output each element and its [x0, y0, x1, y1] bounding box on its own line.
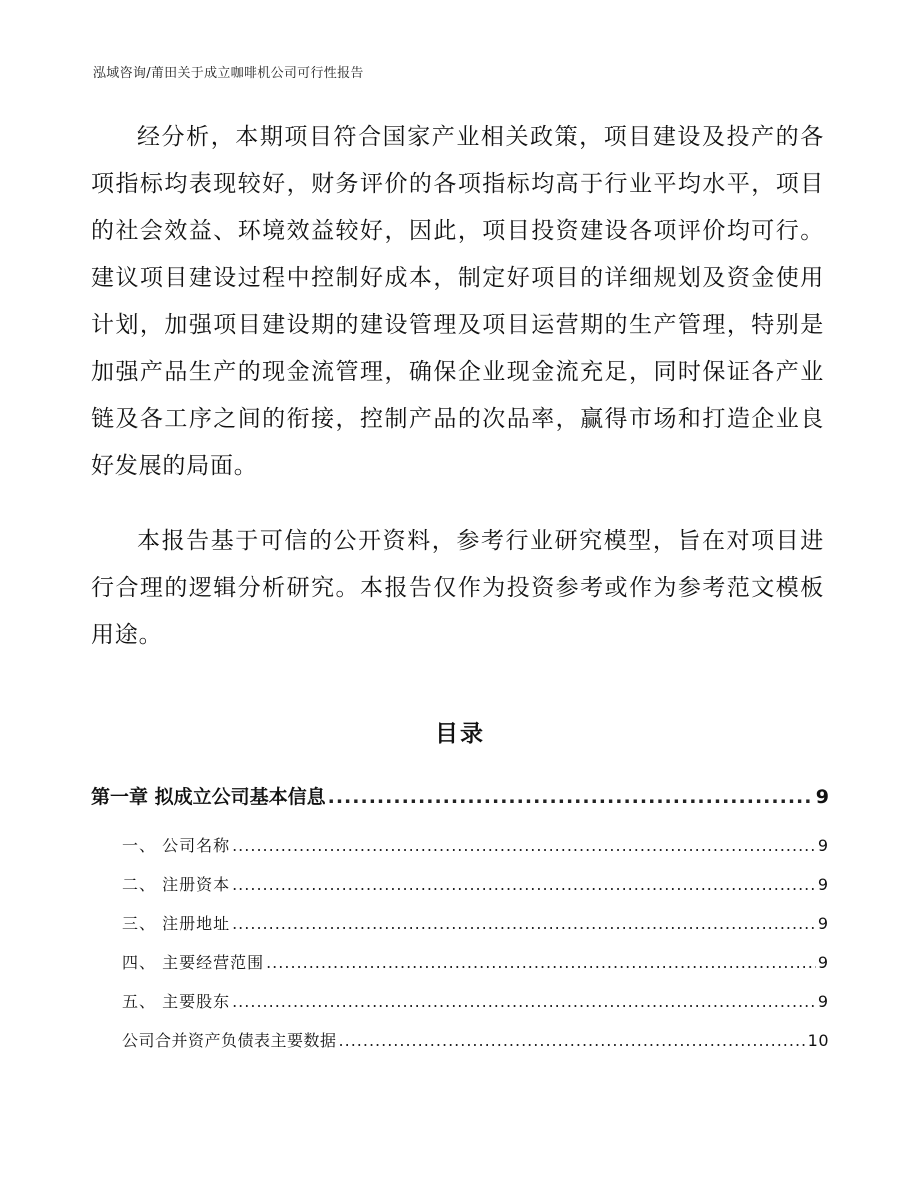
toc-page-number: 9 — [817, 914, 829, 933]
toc-chapter-1[interactable] — [91, 778, 829, 816]
toc-dot-leader — [232, 982, 816, 1021]
toc-entry-label: 第一章 拟成立公司基本信息 — [91, 786, 326, 808]
toc-dot-leader — [232, 904, 816, 943]
toc-section-company-name[interactable] — [91, 826, 829, 865]
table-of-contents — [91, 778, 829, 1060]
toc-section-registered-address[interactable] — [91, 904, 829, 943]
toc-page-number: 9 — [817, 875, 829, 894]
toc-page-number: 9 — [817, 953, 829, 972]
body-paragraph-disclaimer: 本报告基于可信的公开资料，参考行业研究模型，旨在对项目进行合理的逻辑分析研究。本报告仅作为投资参考或作为参考范文模板用途。 — [91, 528, 824, 648]
toc-page-number: 9 — [815, 786, 829, 808]
toc-entry-label: 二、 注册资本 — [122, 875, 231, 894]
toc-entry-label: 四、 主要经营范围 — [122, 953, 265, 972]
toc-title: 目录 — [435, 720, 485, 747]
toc-entry-balance-sheet[interactable] — [91, 1021, 829, 1060]
toc-dot-leader — [328, 778, 814, 816]
toc-section-shareholders[interactable] — [91, 982, 829, 1021]
toc-page-number: 9 — [817, 992, 829, 1011]
toc-dot-leader — [232, 826, 816, 865]
toc-section-business-scope[interactable] — [91, 943, 829, 982]
toc-dot-leader — [266, 943, 816, 982]
page-header: 泓域咨询/莆田关于成立咖啡机公司可行性报告 — [93, 66, 364, 81]
toc-entry-label: 三、 注册地址 — [122, 914, 231, 933]
toc-entry-label: 公司合并资产负债表主要数据 — [122, 1031, 337, 1050]
toc-section-registered-capital[interactable] — [91, 865, 829, 904]
toc-dot-leader — [339, 1021, 806, 1060]
toc-page-number: 9 — [817, 836, 829, 855]
toc-dot-leader — [232, 865, 816, 904]
toc-entry-label: 五、 主要股东 — [122, 992, 231, 1011]
toc-page-number: 10 — [807, 1031, 829, 1050]
body-paragraph-conclusion: 经分析，本期项目符合国家产业相关政策，项目建设及投产的各项指标均表现较好，财务评价的各项指标均高于行业平均水平，项目的社会效益、环境效益较好，因此，项目投资建设各项评价均可行。建议项目建设过程中控制好成本，制定好项目的详细规划及资金使用计划，加强项目建设期的建设管理及项目运营期的生产管理，特别是加强产品生产的现金流管理，确保企业现金流充足，同时保证各产业链及各工序之间的衔接，控制产品的次品率，赢得市场和打造企业良好发展的局面。 — [91, 124, 824, 479]
toc-entry-label: 一、 公司名称 — [122, 836, 231, 855]
